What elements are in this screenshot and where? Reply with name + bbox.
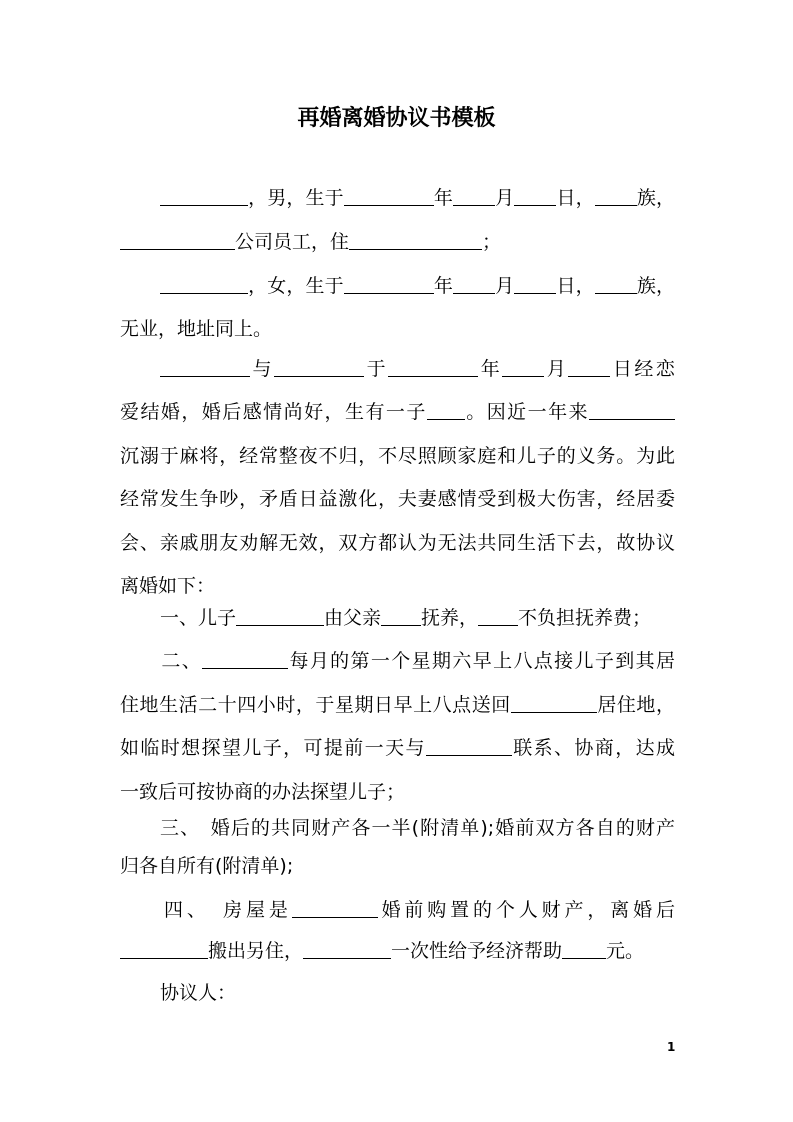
blank-company	[120, 228, 235, 250]
clause-4-line-1: 四、 房屋是 婚前购置的个人财产，离婚后	[120, 895, 675, 925]
paragraph-husband-line-1: ，男，生于 年 月 日， 族，	[120, 183, 675, 213]
blank-month	[453, 184, 495, 206]
paragraph-husband-line-2: 公司员工，住 ；	[120, 227, 675, 257]
clause-2-line-1: 二、 每月的第一个星期六早上八点接儿子到其居	[120, 646, 675, 676]
paragraph-marriage-line-5: 会、亲戚朋友劝解无效，双方都认为无法共同生活下去，故协议	[120, 532, 675, 554]
blank-leaver	[120, 937, 208, 959]
blank-month	[502, 355, 544, 377]
signers-label: 协议人：	[160, 982, 237, 1004]
paragraph-wife-line-2: 无业，地址同上。	[120, 318, 273, 340]
blank-day	[514, 272, 556, 294]
page-number: 1	[667, 1040, 676, 1054]
clause-3-line-2: 归各自所有(附清单);	[120, 855, 294, 877]
clause-2-line-3: 如临时想探望儿子，可提前一天与 联系、协商，达成	[120, 733, 675, 763]
blank-day	[568, 355, 610, 377]
clause-3-line-1: 三、 婚后的共同财产各一半(附清单);婚前双方各自的财产	[160, 817, 675, 839]
blank-year	[344, 272, 434, 294]
blank-party	[589, 398, 675, 420]
paragraph-marriage-line-2: 爱结婚，婚后感情尚好，生有一子 。因近一年来	[120, 397, 675, 427]
blank-child-count	[427, 398, 465, 420]
blank-ethnic	[595, 184, 637, 206]
blank-wife-name	[160, 272, 248, 294]
blank-payer	[303, 937, 391, 959]
clause-1: 一、儿子 由父亲 抚养， 不负担抚养费；	[120, 603, 675, 633]
clause-2-line-2: 住地生活二十四小时，于星期日早上八点送回 居住地，	[120, 690, 675, 720]
blank-day	[514, 184, 556, 206]
paragraph-marriage-line-1: 与 于 年 月 日经恋	[120, 354, 675, 384]
blank-name-a	[160, 355, 250, 377]
blank-mother	[478, 604, 518, 626]
blank-return-to	[511, 691, 597, 713]
blank-name-b	[274, 355, 364, 377]
blank-address	[349, 228, 482, 250]
paragraph-wife-line-1: ，女，生于 年 月 日， 族，	[120, 271, 675, 301]
paragraph-marriage-line-6: 离婚如下：	[120, 575, 216, 597]
blank-month	[453, 272, 495, 294]
blank-father	[381, 604, 421, 626]
clause-4-line-2: 搬出另住， 一次性给予经济帮助 元。	[120, 936, 675, 966]
clause-2-line-4: 一致后可按协商的办法探望儿子；	[120, 781, 406, 803]
blank-owner	[292, 896, 378, 918]
blank-year	[344, 184, 434, 206]
blank-visitor	[202, 647, 288, 669]
blank-year	[388, 355, 478, 377]
paragraph-marriage-line-3: 沉溺于麻将，经常整夜不归，不尽照顾家庭和儿子的义务。为此	[120, 445, 675, 467]
blank-son-name	[236, 604, 324, 626]
blank-amount	[562, 937, 606, 959]
blank-ethnic	[595, 272, 637, 294]
paragraph-marriage-line-4: 经常发生争吵，矛盾日益激化，夫妻感情受到极大伤害，经居委	[120, 488, 675, 510]
document-title: 再婚离婚协议书模板	[297, 106, 496, 131]
blank-contact	[426, 734, 512, 756]
blank-husband-name	[160, 184, 248, 206]
